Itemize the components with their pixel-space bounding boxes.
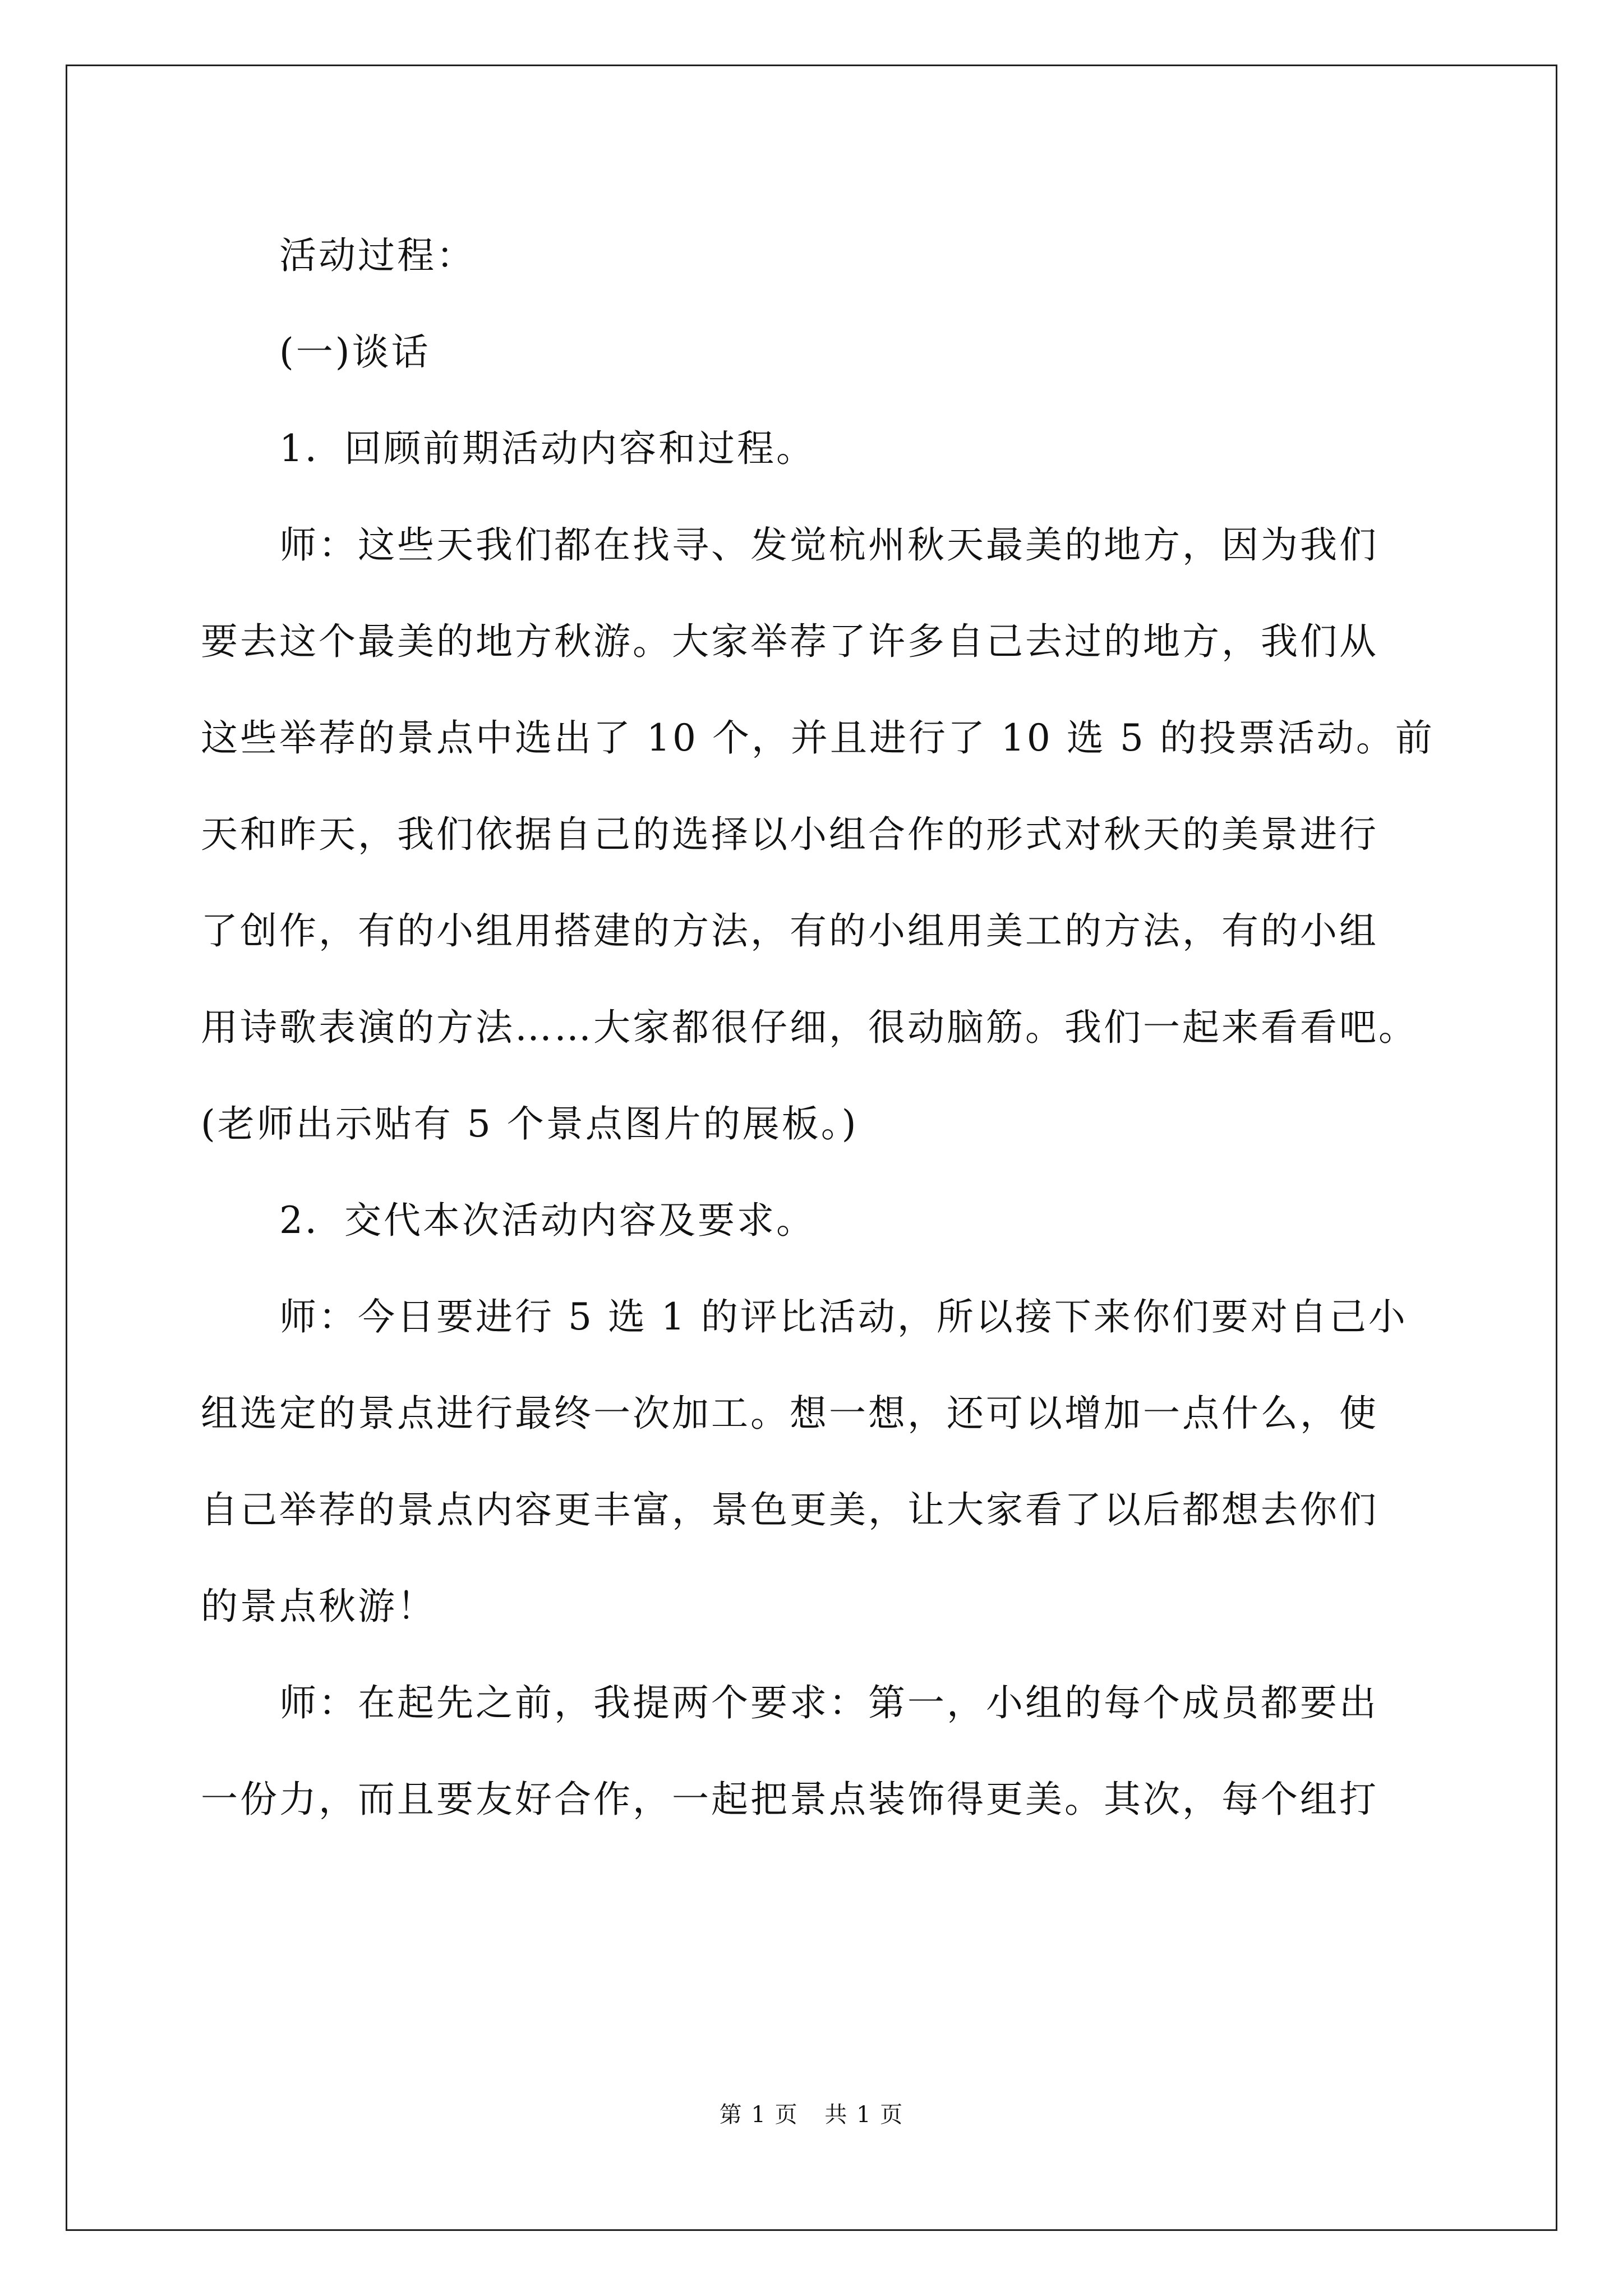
paragraph-line: 这些举荐的景点中选出了 10 个，并且进行了 10 选 5 的投票活动。前 xyxy=(201,716,1435,760)
page-total: 共 1 页 xyxy=(824,2102,904,2128)
list-item-heading: 1．回顾前期活动内容和过程。 xyxy=(279,427,815,470)
paragraph-line: 师：这些天我们都在找寻、发觉杭州秋天最美的地方，因为我们 xyxy=(279,523,1378,567)
paragraph-line: 自己举荐的景点内容更丰富，景色更美，让大家看了以后都想去你们 xyxy=(201,1488,1378,1531)
page-footer xyxy=(0,2098,1623,2132)
paragraph-line: 的景点秋游！ xyxy=(201,1585,436,1628)
document-body xyxy=(201,208,1440,1848)
list-item-heading: 2．交代本次活动内容及要求。 xyxy=(279,1199,815,1242)
section-title: 活动过程： xyxy=(279,234,476,277)
paragraph-line: 师：在起先之前，我提两个要求：第一，小组的每个成员都要出 xyxy=(279,1681,1378,1724)
paragraph-line: 师：今日要进行 5 选 1 的评比活动，所以接下来你们要对自己小 xyxy=(279,1295,1408,1338)
paragraph-line: 一份力，而且要友好合作，一起把景点装饰得更美。其次，每个组打 xyxy=(201,1778,1378,1821)
paragraph-line: (老师出示贴有 5 个景点图片的展板。) xyxy=(201,1102,859,1145)
paragraph-line: 组选定的景点进行最终一次加工。想一想，还可以增加一点什么，使 xyxy=(201,1392,1378,1435)
paragraph-line: 用诗歌表演的方法……大家都很仔细，很动脑筋。我们一起来看看吧。 xyxy=(201,1006,1418,1049)
page-number: 第 1 页 xyxy=(719,2102,799,2128)
paragraph-line: 天和昨天，我们依据自己的选择以小组合作的形式对秋天的美景进行 xyxy=(201,813,1378,856)
paragraph-line: 要去这个最美的地方秋游。大家举荐了许多自己去过的地方，我们从 xyxy=(201,620,1378,663)
subsection-heading: (一)谈话 xyxy=(279,330,431,374)
paragraph-line: 了创作，有的小组用搭建的方法，有的小组用美工的方法，有的小组 xyxy=(201,909,1378,953)
